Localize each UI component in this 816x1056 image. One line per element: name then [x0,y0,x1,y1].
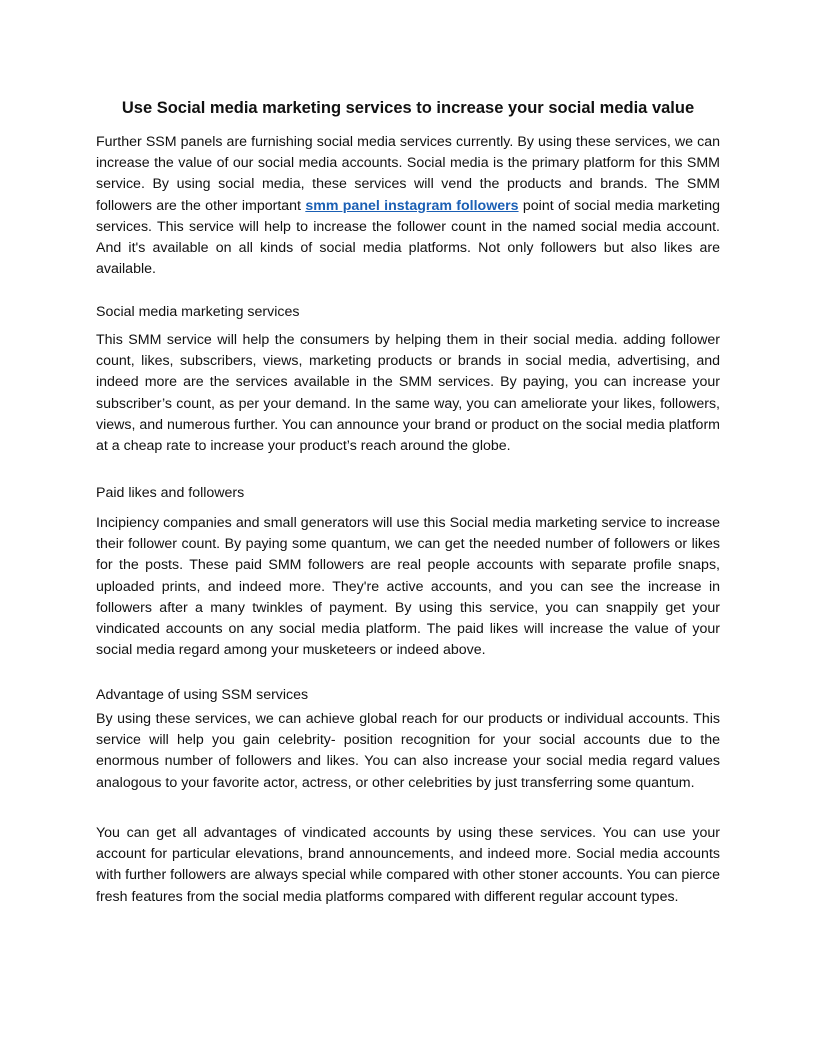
section-paragraph: By using these services, we can achieve global reach for our products or individual accounts. This service will help you gain celebrity- position recognition for your social accounts due to the enormous number of followers and likes. You can also increase your social media regard values analogous to your favorite actor, actress, or other celebrities by just transferring some quantum. [96,711,720,791]
intro-text-after: point of social media marketing services. This service will help to increase the follower count in the named social media account. And it's available on all kinds of social media platforms. Not only followers but also likes are available. [96,197,720,278]
section-heading: Paid likes and followers [96,485,245,501]
intro-text-before: Further SSM panels are furnishing social media services currently. By using these services, we can increase the value of our social media accounts. Social media is the primary platform for this SMM service. By using social media, these services will vend the products and brands. The SMM followers are the other important [96,134,720,214]
smm-panel-link[interactable]: smm panel instagram followers [305,197,519,214]
intro-paragraph [96,132,720,280]
section-heading: Advantage of using SSM services [96,687,309,703]
section-paragraph: This SMM service will help the consumers by helping them in their social media. adding follower count, likes, subscribers, views, marketing products or brands in social media, advertising, and indeed more are the services available in the SMM services. By paying, you can increase your subscriber’s count, as per your demand. In the same way, you can ameliorate your likes, followers, views, and numerous further. You can announce your brand or product on the social media platform at a cheap rate to increase your product’s reach around the globe. [96,332,720,455]
section-heading: Social media marketing services [96,304,300,320]
section-paragraph: Incipiency companies and small generators will use this Social media marketing service to increase their follower count. By paying some quantum, we can get the needed number of followers or likes for the posts. These paid SMM followers are real people accounts with separate profile snaps, uploaded prints, and indeed more. They're active accounts, and you can see the increase in followers after a many twinkles of payment. By using this service, you can snappily get your vindicated accounts on any social media platform. The paid likes will increase the value of your social media regard among your musketeers or indeed above. [96,515,720,659]
section-paragraph: You can get all advantages of vindicated accounts by using these services. You can use your account for particular elevations, brand announcements, and indeed more. Social media accounts with further followers are always special while compared with other stoner accounts. You can pierce fresh features from the social media platforms compared with different regular account types. [96,825,720,905]
document-title: Use Social media marketing services to increase your social media value [121,99,695,117]
